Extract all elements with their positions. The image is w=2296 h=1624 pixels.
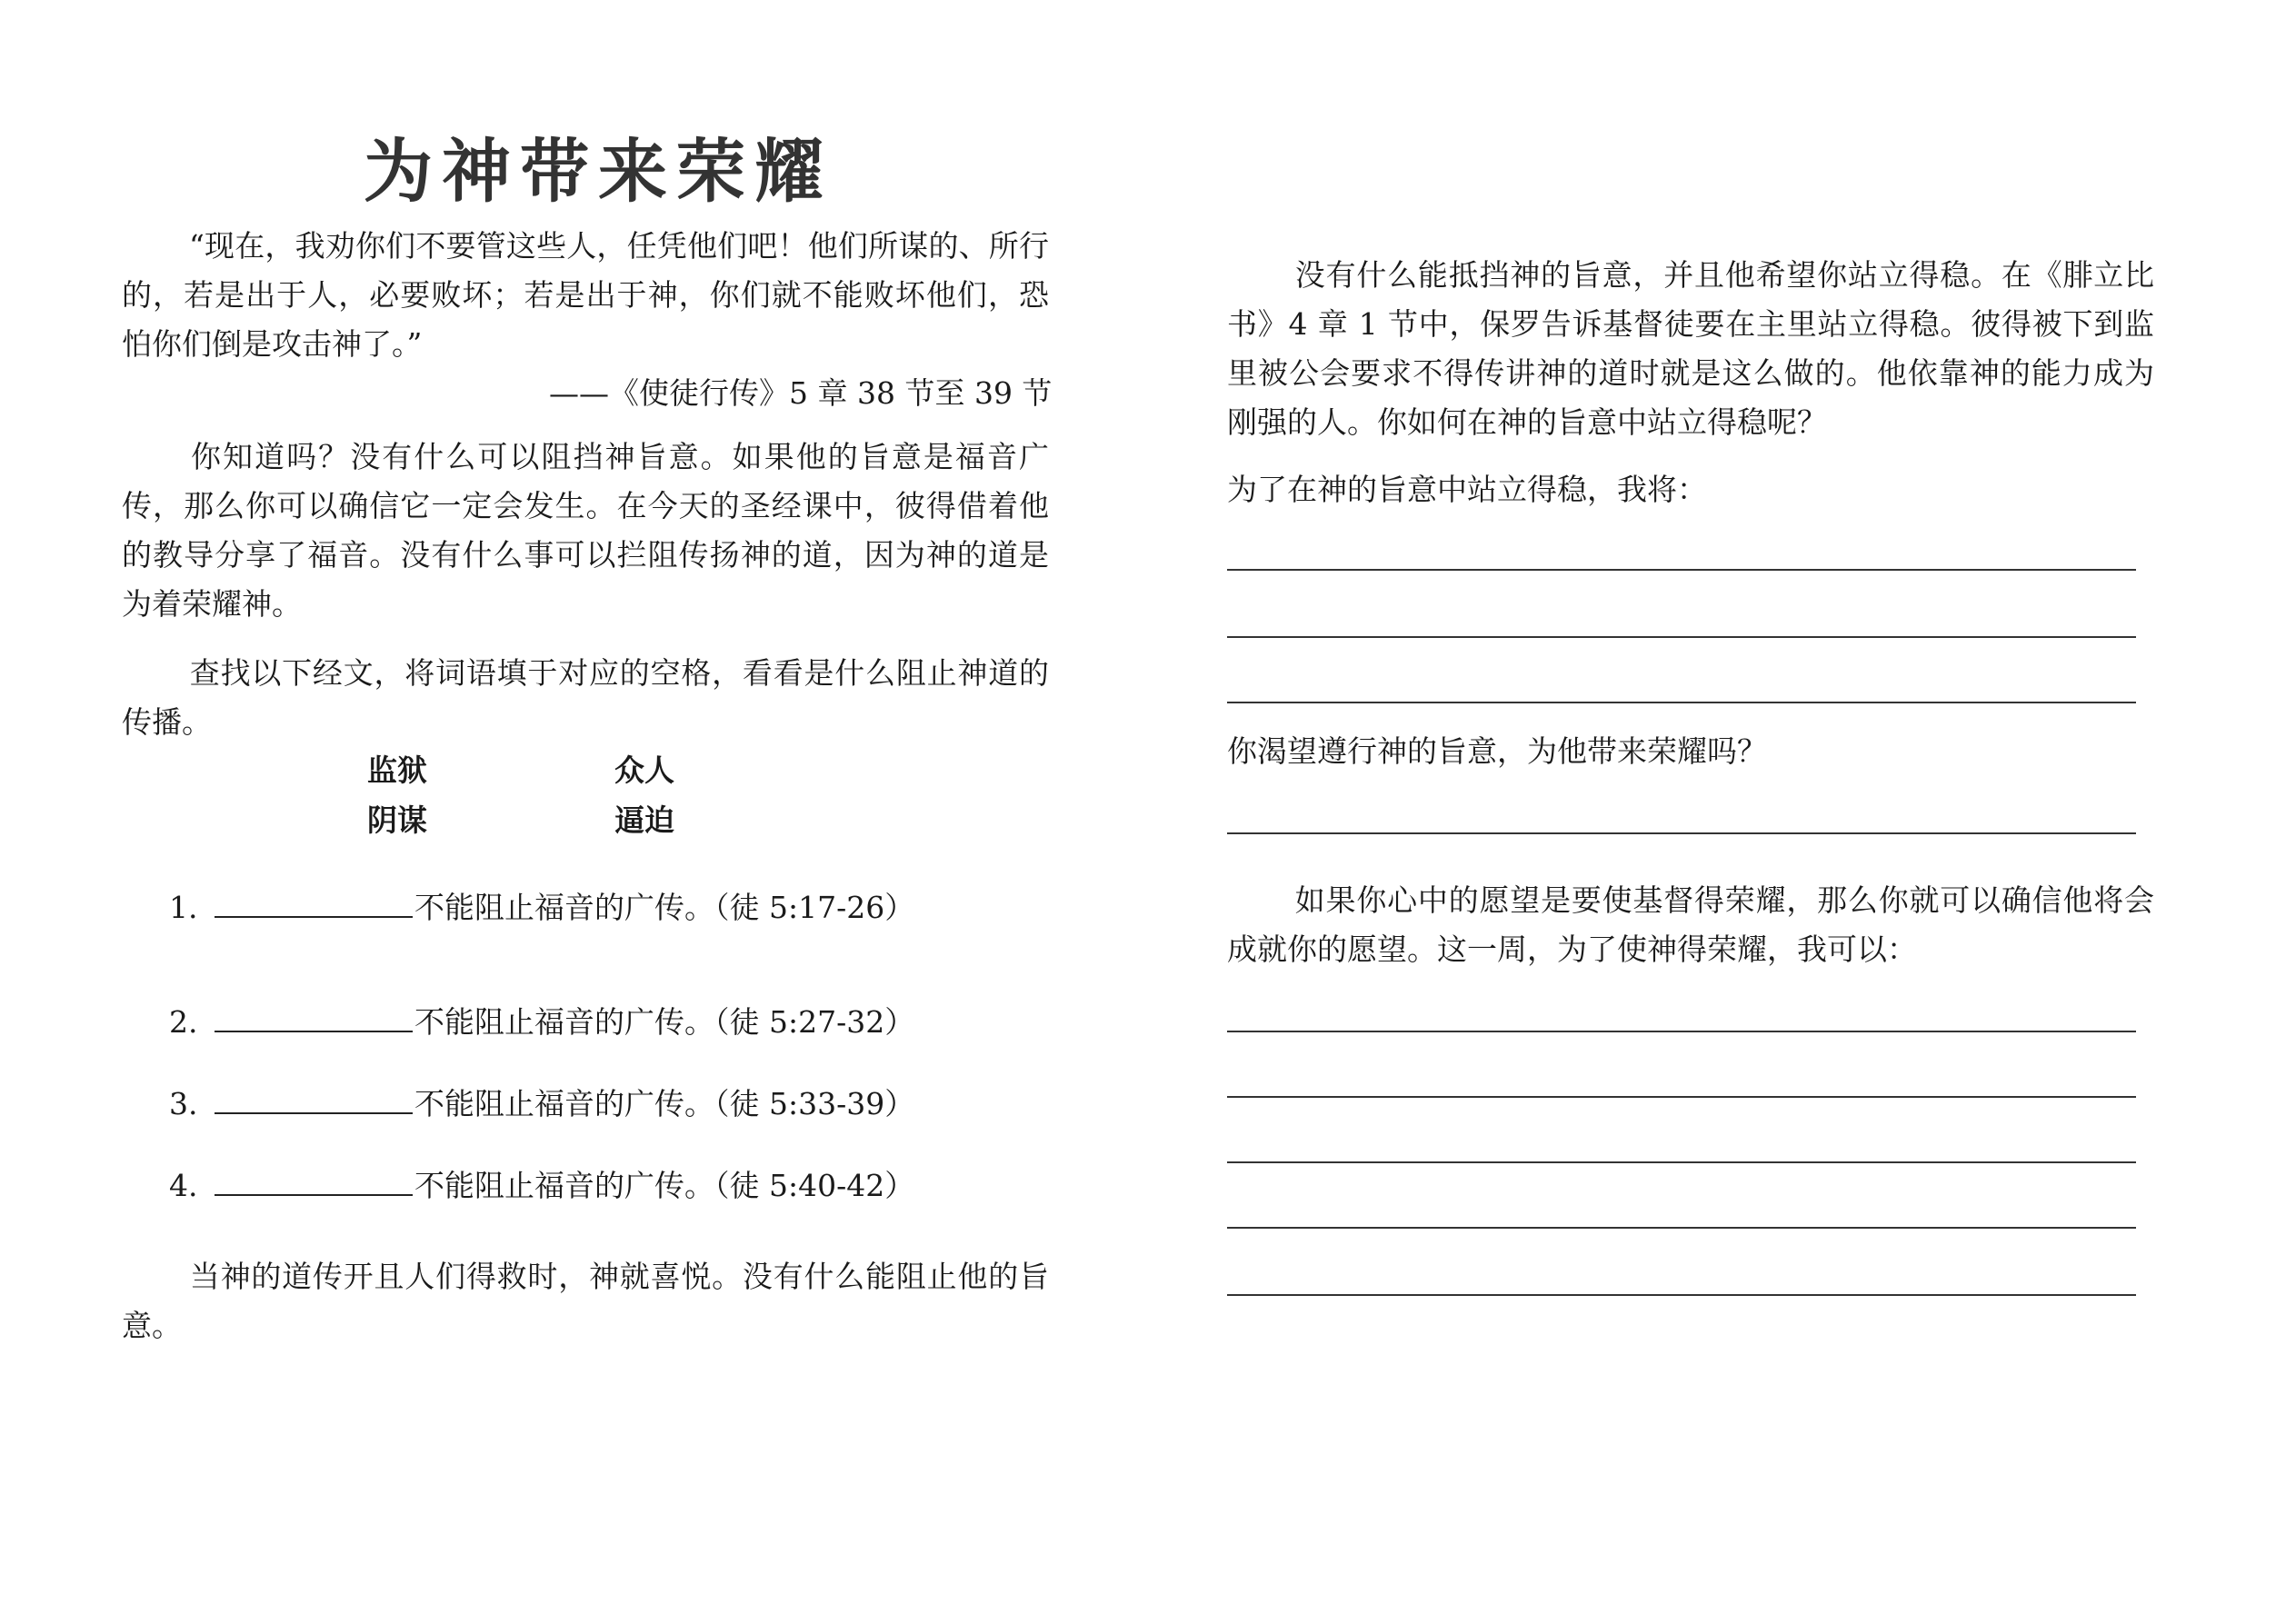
glorify-paragraph: 如果你心中的愿望是要使基督得荣耀，那么你就可以确信他将会成就你的愿望。这一周，为了使神得荣耀，我可以： bbox=[1227, 882, 2154, 967]
stand-firm-paragraph: 没有什么能抵挡神的旨意，并且他希望你站立得稳。在《腓立比书》4 章 1 节中，保罗告诉基督徒要在主里站立得稳。彼得被下到监里被公会要求不得传讲神的道时就是这么做的。他依靠神的能力成为刚强的人。你如何在神的旨意中站立得稳呢？ bbox=[1227, 257, 2154, 440]
page-title: 为神带来荣耀 bbox=[364, 131, 833, 212]
item-number: 1. bbox=[169, 890, 198, 925]
word-bank bbox=[367, 745, 862, 845]
item-text: 不能阻止福音的广传。（徒 5:27-32） bbox=[414, 1004, 915, 1040]
answer-blank[interactable] bbox=[215, 1161, 413, 1196]
fill-in-item bbox=[169, 1080, 914, 1129]
answer-line[interactable] bbox=[1227, 832, 2136, 834]
answer-blank[interactable] bbox=[215, 883, 413, 918]
answer-line[interactable] bbox=[1227, 702, 2136, 703]
answer-line[interactable] bbox=[1227, 636, 2136, 638]
item-number: 2. bbox=[169, 1004, 198, 1040]
fill-in-item bbox=[169, 1161, 914, 1211]
answer-line[interactable] bbox=[1227, 1294, 2136, 1296]
answer-line[interactable] bbox=[1227, 1031, 2136, 1032]
word-bank-item: 监狱 bbox=[367, 752, 427, 788]
item-number: 3. bbox=[169, 1086, 198, 1121]
instruction-paragraph: 查找以下经文，将词语填于对应的空格，看看是什么阻止神道的传播。 bbox=[122, 655, 1049, 740]
item-number: 4. bbox=[169, 1168, 198, 1203]
item-text: 不能阻止福音的广传。（徒 5:17-26） bbox=[414, 890, 915, 925]
answer-blank[interactable] bbox=[215, 998, 413, 1032]
intro-paragraph: 你知道吗？没有什么可以阻挡神旨意。如果他的旨意是福音广传，那么你可以确信它一定会发生。在今天的圣经课中，彼得借着他的教导分享了福音。没有什么事可以拦阻传扬神的道，因为神的道是为着荣耀神。 bbox=[122, 439, 1049, 622]
fill-in-item bbox=[169, 998, 914, 1047]
fill-in-item bbox=[169, 883, 914, 932]
closing-paragraph: 当神的道传开且人们得救时，神就喜悦。没有什么能阻止他的旨意。 bbox=[122, 1259, 1049, 1343]
answer-line[interactable] bbox=[1227, 1096, 2136, 1098]
word-bank-item: 众人 bbox=[614, 752, 674, 788]
word-bank-item: 逼迫 bbox=[614, 802, 674, 838]
desire-question: 你渴望遵行神的旨意，为他带来荣耀吗？ bbox=[1227, 733, 1767, 769]
stand-firm-prompt: 为了在神的旨意中站立得稳，我将： bbox=[1227, 472, 1707, 507]
item-text: 不能阻止福音的广传。（徒 5:33-39） bbox=[414, 1086, 915, 1121]
scripture-quote: “现在，我劝你们不要管这些人，任凭他们吧！他们所谋的、所行的，若是出于人，必要败坏；若是出于神，你们就不能败坏他们，恐怕你们倒是攻击神了。” bbox=[122, 228, 1049, 362]
answer-line[interactable] bbox=[1227, 569, 2136, 571]
answer-line[interactable] bbox=[1227, 1161, 2136, 1163]
item-text: 不能阻止福音的广传。（徒 5:40-42） bbox=[414, 1168, 915, 1203]
quote-reference: ——《使徒行传》5 章 38 节至 39 节 bbox=[549, 375, 1053, 411]
answer-blank[interactable] bbox=[215, 1080, 413, 1114]
word-bank-item: 阴谋 bbox=[367, 802, 427, 838]
answer-line[interactable] bbox=[1227, 1227, 2136, 1229]
